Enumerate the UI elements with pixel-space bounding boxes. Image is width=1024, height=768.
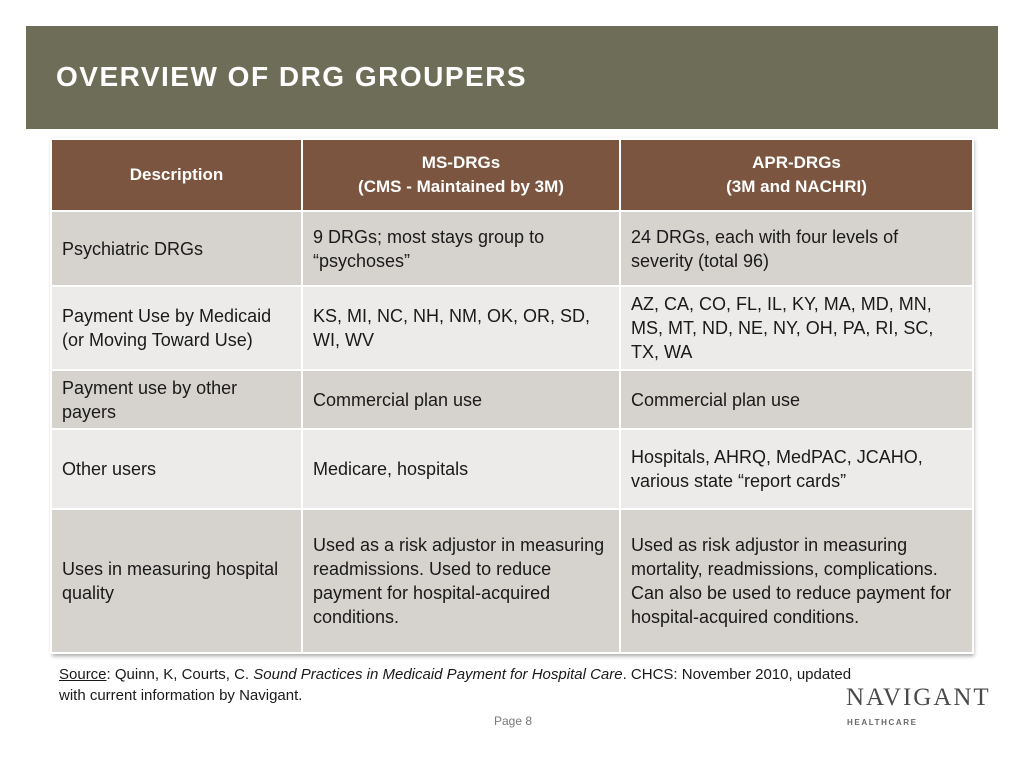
- header-ms-subtitle: (CMS - Maintained by 3M): [358, 177, 564, 196]
- table-row: [51, 509, 973, 653]
- source-label: Source: [59, 666, 107, 683]
- cell-ms-drgs: 9 DRGs; most stays group to “psychoses”: [302, 211, 620, 286]
- navigant-logo: [846, 684, 991, 734]
- cell-description: Psychiatric DRGs: [51, 211, 302, 286]
- table-row: [51, 286, 973, 370]
- cell-ms-drgs: Used as a risk adjustor in measuring readmissions. Used to reduce payment for hospital-acquired conditions.: [302, 509, 620, 653]
- cell-apr-drgs: AZ, CA, CO, FL, IL, KY, MA, MD, MN, MS, MT, ND, NE, NY, OH, PA, RI, SC, TX, WA: [620, 286, 973, 370]
- drg-comparison-table: [50, 138, 972, 654]
- source-authors: : Quinn, K, Courts, C.: [106, 666, 254, 683]
- source-details: . CHCS: November 2010, updated with current information by Navigant.: [59, 666, 852, 704]
- header-apr-drgs: [620, 139, 973, 211]
- cell-ms-drgs: KS, MI, NC, NH, NM, OK, OR, SD, WI, WV: [302, 286, 620, 370]
- source-work-title: Sound Practices in Medicaid Payment for Hospital Care: [253, 666, 623, 683]
- header-row: [51, 139, 973, 211]
- cell-ms-drgs: Commercial plan use: [302, 370, 620, 429]
- page-number: Page 8: [494, 714, 533, 728]
- cell-description: Payment Use by Medicaid (or Moving Toward Use): [51, 286, 302, 370]
- cell-apr-drgs: Commercial plan use: [620, 370, 973, 429]
- header-ms-drgs: [302, 139, 620, 211]
- cell-description: Payment use by other payers: [51, 370, 302, 429]
- cell-description: Other users: [51, 429, 302, 509]
- table-row: [51, 429, 973, 509]
- title-band: [26, 26, 998, 129]
- source-citation: [59, 664, 879, 706]
- slide-title: OVERVIEW OF DRG GROUPERS: [56, 61, 528, 92]
- cell-apr-drgs: 24 DRGs, each with four levels of severity (total 96): [620, 211, 973, 286]
- table-row: [51, 211, 973, 286]
- table: [50, 138, 974, 654]
- header-description-text: Description: [129, 165, 224, 184]
- header-ms-title: MS-DRGs: [421, 153, 501, 172]
- cell-description: Uses in measuring hospital quality: [51, 509, 302, 653]
- header-description: [51, 139, 302, 211]
- logo-wordmark: NAVIGANT: [846, 684, 991, 711]
- logo-subtitle: HEALTHCARE: [847, 718, 918, 727]
- cell-apr-drgs: Hospitals, AHRQ, MedPAC, JCAHO, various state “report cards”: [620, 429, 973, 509]
- table-row: [51, 370, 973, 429]
- cell-ms-drgs: Medicare, hospitals: [302, 429, 620, 509]
- header-apr-subtitle: (3M and NACHRI): [726, 177, 867, 196]
- header-apr-title: APR-DRGs: [752, 153, 841, 172]
- cell-apr-drgs: Used as risk adjustor in measuring mortality, readmissions, complications. Can also be used to reduce payment for hospital-acquired conditions.: [620, 509, 973, 653]
